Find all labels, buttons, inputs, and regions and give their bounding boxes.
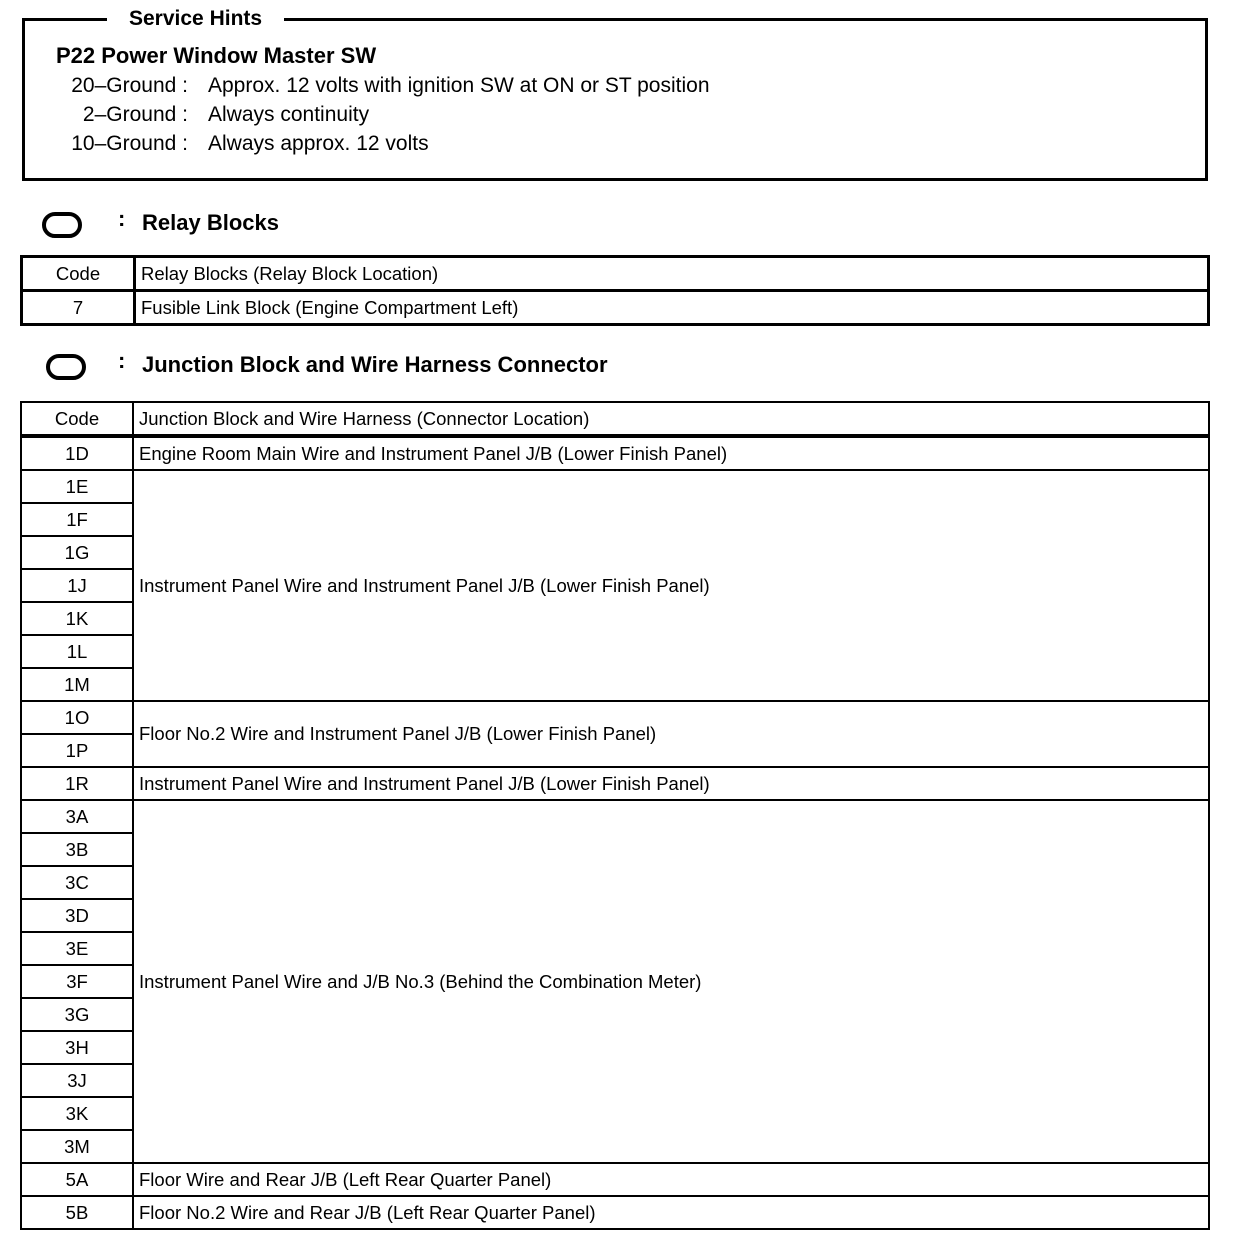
column-header-location: Relay Blocks (Relay Block Location): [135, 257, 1209, 291]
table-header-row: [21, 402, 1209, 436]
hint-term: 20–Ground :: [71, 74, 188, 97]
connector-code-cell: 3B: [21, 833, 133, 866]
table-header-row: [22, 257, 1209, 291]
connector-code-cell: 3J: [21, 1064, 133, 1097]
connector-location-cell: Floor Wire and Rear J/B (Left Rear Quarter Panel): [133, 1163, 1209, 1196]
column-header-code: Code: [22, 257, 135, 291]
connector-code-cell: 5B: [21, 1196, 133, 1229]
relay-blocks-colon: :: [118, 206, 126, 231]
connector-code-cell: 5A: [21, 1163, 133, 1196]
connector-location-cell: Floor No.2 Wire and Rear J/B (Left Rear Quarter Panel): [133, 1196, 1209, 1229]
junction-block-title: Junction Block and Wire Harness Connector: [142, 352, 608, 377]
connector-code-cell: 1E: [21, 470, 133, 503]
hint-desc: Always continuity: [208, 103, 370, 126]
hint-row: [25, 74, 1205, 100]
connector-code-cell: 3K: [21, 1097, 133, 1130]
connector-code-cell: 3M: [21, 1130, 133, 1163]
table-row: [21, 1163, 1209, 1196]
table-row: [21, 436, 1209, 470]
table-row: [21, 470, 1209, 503]
connector-code-cell: 1R: [21, 767, 133, 800]
hint-term: 10–Ground :: [71, 132, 188, 155]
connector-code-cell: 3F: [21, 965, 133, 998]
hint-term: 2–Ground :: [82, 103, 188, 126]
table-row: [22, 291, 1209, 325]
junction-block-symbol-icon: [46, 354, 86, 380]
connector-code-cell: 3C: [21, 866, 133, 899]
connector-code-cell: 1D: [21, 436, 133, 470]
hint-desc: Always approx. 12 volts: [208, 132, 429, 155]
connector-code-cell: 1F: [21, 503, 133, 536]
hint-desc: Approx. 12 volts with ignition SW at ON or ST position: [208, 74, 710, 97]
junction-block-colon: :: [118, 348, 126, 373]
table-row: [21, 767, 1209, 800]
relay-code-cell: 7: [22, 291, 135, 325]
connector-code-cell: 1L: [21, 635, 133, 668]
relay-blocks-title: Relay Blocks: [142, 210, 279, 235]
connector-location-cell: Instrument Panel Wire and J/B No.3 (Behind the Combination Meter): [133, 800, 1209, 1163]
relay-location-cell: Fusible Link Block (Engine Compartment Left): [135, 291, 1209, 325]
connector-code-cell: 3G: [21, 998, 133, 1031]
table-row: [21, 800, 1209, 833]
relay-block-symbol-icon: [42, 212, 82, 238]
table-row: [21, 701, 1209, 734]
connector-code-cell: 1G: [21, 536, 133, 569]
connector-location-cell: Floor No.2 Wire and Instrument Panel J/B (Lower Finish Panel): [133, 701, 1209, 767]
connector-location-cell: Engine Room Main Wire and Instrument Panel J/B (Lower Finish Panel): [133, 436, 1209, 470]
service-hints-box: [22, 7, 1208, 181]
connector-code-cell: 1M: [21, 668, 133, 701]
column-header-location: Junction Block and Wire Harness (Connector Location): [133, 402, 1209, 436]
connector-location-cell: Instrument Panel Wire and Instrument Panel J/B (Lower Finish Panel): [133, 767, 1209, 800]
connector-code-cell: 1J: [21, 569, 133, 602]
service-hints-heading: P22 Power Window Master SW: [56, 43, 377, 68]
service-hints-title: Service Hints: [107, 7, 284, 31]
relay-blocks-table: [20, 255, 1210, 326]
hint-row: [25, 132, 1205, 158]
table-row: [21, 1196, 1209, 1229]
connector-location-cell: Instrument Panel Wire and Instrument Panel J/B (Lower Finish Panel): [133, 470, 1209, 701]
connector-code-cell: 3D: [21, 899, 133, 932]
connector-code-cell: 1K: [21, 602, 133, 635]
connector-code-cell: 3E: [21, 932, 133, 965]
connector-code-cell: 3H: [21, 1031, 133, 1064]
hint-row: [25, 103, 1205, 129]
junction-block-table: [20, 401, 1210, 1230]
connector-code-cell: 1O: [21, 701, 133, 734]
connector-code-cell: 1P: [21, 734, 133, 767]
connector-code-cell: 3A: [21, 800, 133, 833]
column-header-code: Code: [21, 402, 133, 436]
